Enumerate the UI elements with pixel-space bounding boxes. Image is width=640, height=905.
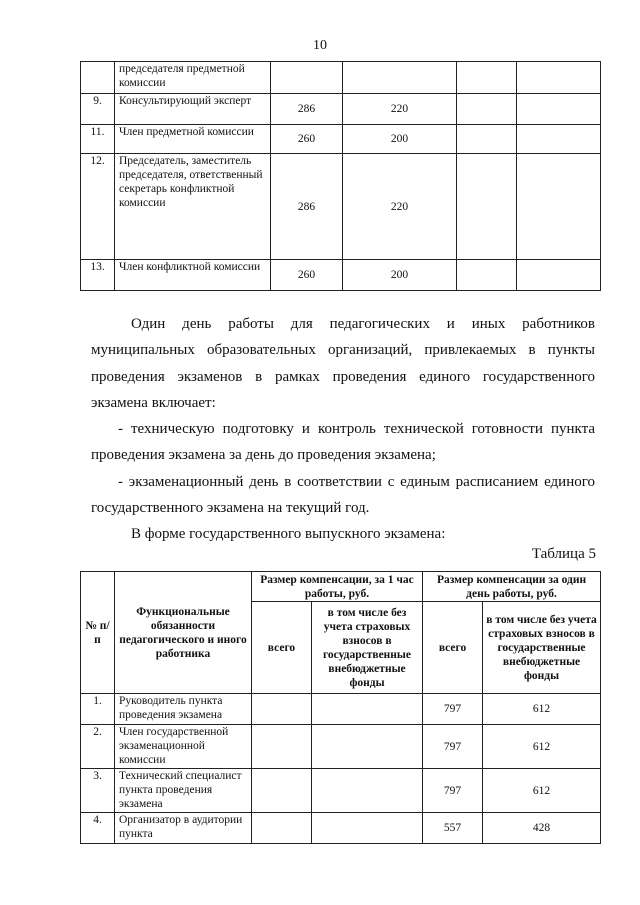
header-day-excl: в том числе без учета страховых взносов в государственные внебюджетные фонды	[483, 602, 601, 694]
day-excl-cell: 612	[483, 769, 601, 813]
role-cell: Председатель, заместитель председателя, ответственный секретарь конфликтной комиссии	[115, 154, 271, 260]
table-header-row	[81, 572, 601, 602]
table-row	[81, 694, 601, 725]
role-cell: Член государственной экзаменационной комиссии	[115, 725, 252, 769]
row-number: 12.	[81, 154, 115, 260]
table-row: 9. Консультирующий эксперт 286 220	[81, 94, 601, 125]
row-number: 2.	[81, 725, 115, 769]
role-cell: Член предметной комиссии	[115, 125, 271, 154]
paragraph-state-final-exam: В форме государственного выпускного экзамена:	[131, 526, 446, 543]
body-text	[91, 311, 595, 548]
table-row	[81, 725, 601, 769]
day-total-cell: 797	[423, 769, 483, 813]
table-row: 12. Председатель, заместитель председателя, ответственный секретарь конфликтной комиссии 286 220	[81, 154, 601, 260]
compensation-table-continued	[80, 61, 601, 291]
paragraph-workday-definition: Один день работы для педагогических и иных работников муниципальных образовательных организаций, привлекаемых в пункты проведения экзаменов в рамках проведения единого государственного экзамена включает:	[91, 316, 595, 411]
header-role: Функциональные обязанности педагогического и иного работника	[115, 572, 252, 694]
day-total-cell: 797	[423, 725, 483, 769]
role-cell: Технический специалист пункта проведения экзамена	[115, 769, 252, 813]
row-number: 11.	[81, 125, 115, 154]
role-cell: Организатор в аудитории пункта	[115, 813, 252, 844]
role-cell: Руководитель пункта проведения экзамена	[115, 694, 252, 725]
table-row	[81, 769, 601, 813]
table-row	[81, 62, 601, 94]
header-hour-total: всего	[252, 602, 312, 694]
header-day-compensation: Размер компенсации за один день работы, руб.	[423, 572, 601, 602]
compensation-table-5	[80, 571, 601, 844]
header-number: № п/п	[81, 572, 115, 694]
role-cell: Консультирующий эксперт	[115, 94, 271, 125]
table-caption: Таблица 5	[531, 546, 596, 562]
header-day-total: всего	[423, 602, 483, 694]
header-hour-excl: в том числе без учета страховых взносов в государственные внебюджетные фонды	[312, 602, 423, 694]
day-excl-cell: 612	[483, 694, 601, 725]
day-excl-cell: 428	[483, 813, 601, 844]
day-total-cell: 797	[423, 694, 483, 725]
table-row: 11. Член предметной комиссии 260 200	[81, 125, 601, 154]
page-number: 10	[313, 38, 327, 53]
row-number: 13.	[81, 260, 115, 291]
row-number: 1.	[81, 694, 115, 725]
row-number: 4.	[81, 813, 115, 844]
row-number: 9.	[81, 94, 115, 125]
header-hour-compensation: Размер компенсации, за 1 час работы, руб.	[252, 572, 423, 602]
role-cell: Член конфликтной комиссии	[115, 260, 271, 291]
paragraph-exam-day: - экзаменационный день в соответствии с единым расписанием единого государственного экзамена на текущий год.	[91, 473, 595, 517]
row-number	[81, 62, 115, 94]
table-row	[81, 813, 601, 844]
role-cell: председателя предметной комиссии	[115, 62, 271, 94]
paragraph-technical-preparation: - техническую подготовку и контроль технической готовности пункта проведения экзамена за день до проведения экзамена;	[91, 421, 595, 464]
table-row: 13. Член конфликтной комиссии 260 200	[81, 260, 601, 291]
day-total-cell: 557	[423, 813, 483, 844]
day-excl-cell: 612	[483, 725, 601, 769]
row-number: 3.	[81, 769, 115, 813]
